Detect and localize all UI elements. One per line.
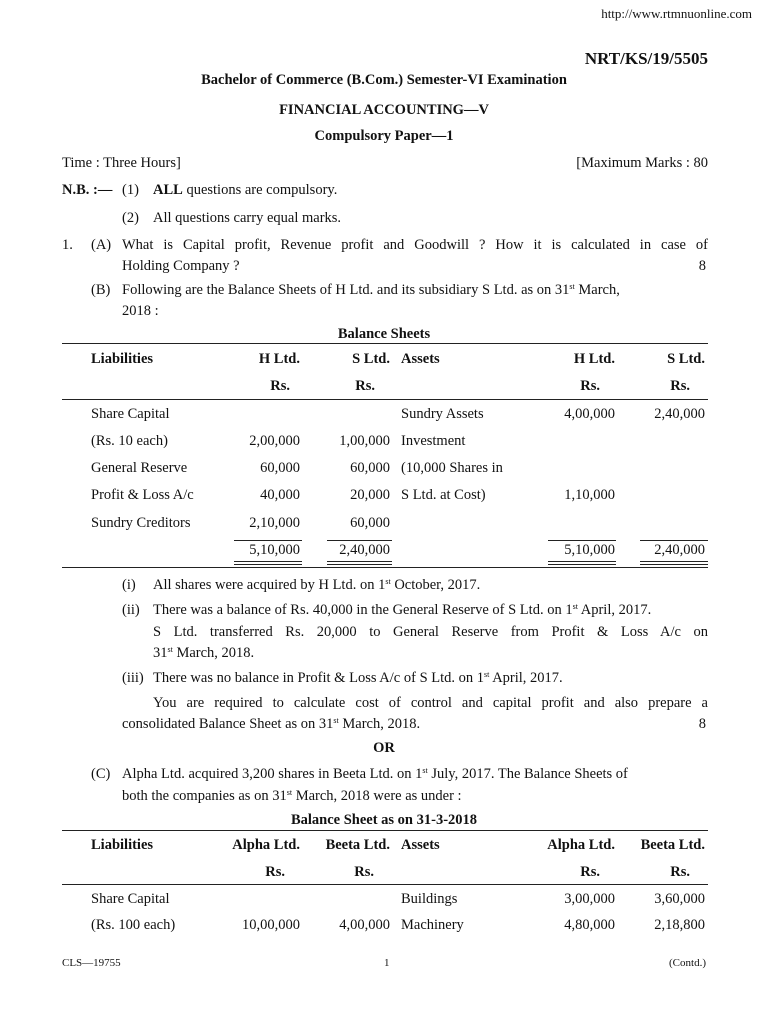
table-cell: 10,00,000 — [242, 917, 300, 933]
footer-code: CLS—19755 — [62, 957, 121, 969]
exam-title: Bachelor of Commerce (B.Com.) Semester-VI Examination — [201, 72, 567, 88]
note-2-line-2: S Ltd. transferred Rs. 20,000 to General Reserve from Profit & Loss A/c on — [153, 624, 708, 640]
total-double-underline — [327, 561, 392, 565]
bs1-unit: Rs. — [270, 378, 290, 394]
total-double-underline — [548, 561, 616, 565]
table-cell: S Ltd. at Cost) — [401, 487, 486, 503]
question-number: 1. — [62, 237, 73, 253]
total-underline — [234, 540, 302, 541]
table-cell: General Reserve — [91, 460, 188, 476]
table-cell: Profit & Loss A/c — [91, 487, 194, 503]
nb-item-1 — [153, 182, 337, 199]
table-cell: 60,000 — [260, 460, 300, 476]
bs2-unit: Rs. — [354, 864, 374, 880]
q1a-line-1: What is Capital profit, Revenue profit and Goodwill ? How it is calculated in case of — [122, 237, 708, 253]
q1a-label: (A) — [91, 237, 112, 253]
q1b-label: (B) — [91, 282, 111, 298]
q1c-line-2: both the companies as on 31st March, 2018 were as under : — [122, 788, 462, 804]
total-double-underline — [640, 561, 708, 565]
table-cell: 4,80,000 — [564, 917, 615, 933]
bs1-header-h-ltd-assets: H Ltd. — [573, 351, 615, 367]
note-3-label: (iii) — [122, 670, 144, 686]
bs1-header-rule — [62, 399, 708, 400]
table-cell: 60,000 — [350, 460, 390, 476]
total-underline — [548, 540, 616, 541]
nb-item-1-number: (1) — [122, 182, 139, 198]
q1a-marks: 8 — [698, 258, 706, 274]
paper-title: Compulsory Paper—1 — [314, 128, 454, 144]
q1c-label: (C) — [91, 766, 111, 782]
bs1-header-assets: Assets — [401, 351, 440, 367]
note-2-label: (ii) — [122, 602, 140, 618]
table-cell: Share Capital — [91, 891, 170, 907]
table-cell: 1,00,000 — [339, 433, 390, 449]
note-2: There was a balance of Rs. 40,000 in the General Reserve of S Ltd. on 1st April, 2017. — [153, 602, 652, 618]
bs2-unit: Rs. — [265, 864, 285, 880]
q1b-line-2: 2018 : — [122, 303, 159, 319]
table-cell: 4,00,000 — [564, 406, 615, 422]
note-1: All shares were acquired by H Ltd. on 1st October, 2017. — [153, 577, 481, 593]
bs2-title: Balance Sheet as on 31-3-2018 — [290, 812, 478, 828]
nb-item-1-text: questions are compulsory. — [182, 182, 338, 198]
bs1-total: 2,40,000 — [654, 542, 705, 558]
bs1-unit: Rs. — [355, 378, 375, 394]
or-separator: OR — [373, 740, 395, 756]
table-cell: 3,00,000 — [564, 891, 615, 907]
page-number: 1 — [384, 957, 390, 969]
table-cell: (10,000 Shares in — [401, 460, 503, 476]
bs2-unit: Rs. — [670, 864, 690, 880]
table-cell: Sundry Assets — [401, 406, 484, 422]
table-cell: 2,40,000 — [654, 406, 705, 422]
bs1-header-h-ltd: H Ltd. — [258, 351, 300, 367]
source-url: http://www.rtmnuonline.com — [601, 6, 752, 21]
nb-item-2: All questions carry equal marks. — [153, 210, 342, 226]
bs2-header-liabilities: Liabilities — [91, 837, 154, 853]
paper-code: NRT/KS/19/5505 — [584, 49, 708, 68]
bs1-unit: Rs. — [580, 378, 600, 394]
bs1-total: 5,10,000 — [249, 542, 300, 558]
continued-label: (Contd.) — [669, 957, 706, 969]
table-cell: 2,18,800 — [654, 917, 705, 933]
requirement-marks: 8 — [698, 716, 706, 732]
bs1-header-s-ltd: S Ltd. — [352, 351, 390, 367]
table-cell: 20,000 — [350, 487, 390, 503]
bs1-total: 2,40,000 — [339, 542, 390, 558]
bs1-header-s-ltd-assets: S Ltd. — [667, 351, 705, 367]
bs2-top-rule — [62, 830, 708, 831]
table-cell: 60,000 — [350, 515, 390, 531]
time-label: Time : Three Hours] — [62, 155, 181, 171]
table-cell: 3,60,000 — [654, 891, 705, 907]
nb-item-1-emphasis: ALL — [153, 182, 183, 198]
table-cell: (Rs. 100 each) — [91, 917, 176, 933]
table-cell: Investment — [401, 433, 466, 449]
nb-label: N.B. :— — [62, 182, 113, 198]
note-3: There was no balance in Profit & Loss A/c of S Ltd. on 1st April, 2017. — [153, 670, 563, 686]
bs1-title: Balance Sheets — [337, 326, 431, 342]
total-underline — [640, 540, 708, 541]
requirement-line-1: You are required to calculate cost of control and capital profit and also prepare a — [153, 695, 708, 711]
total-double-underline — [234, 561, 302, 565]
table-cell: Machinery — [401, 917, 464, 933]
bs2-header-beeta-assets: Beeta Ltd. — [640, 837, 705, 853]
note-1-label: (i) — [122, 577, 136, 593]
table-cell: 2,00,000 — [249, 433, 300, 449]
bs1-unit: Rs. — [670, 378, 690, 394]
max-marks: [Maximum Marks : 80 — [576, 155, 708, 171]
bs2-header-assets: Assets — [401, 837, 440, 853]
bs1-top-rule — [62, 343, 708, 344]
bs2-unit: Rs. — [580, 864, 600, 880]
q1b-line-1 — [122, 282, 708, 299]
bs2-header-alpha: Alpha Ltd. — [232, 837, 300, 853]
bs1-bottom-rule — [62, 567, 708, 568]
q1a-line-2: Holding Company ? — [122, 258, 240, 274]
subject-title: FINANCIAL ACCOUNTING—V — [279, 102, 489, 118]
note-2-line-3: 31st March, 2018. — [153, 645, 255, 661]
requirement-line-2: consolidated Balance Sheet as on 31st March, 2018. — [122, 716, 421, 732]
nb-item-2-number: (2) — [122, 210, 139, 226]
table-cell: Share Capital — [91, 406, 170, 422]
bs2-header-alpha-assets: Alpha Ltd. — [547, 837, 615, 853]
bs2-header-beeta: Beeta Ltd. — [325, 837, 390, 853]
bs1-total: 5,10,000 — [564, 542, 615, 558]
table-cell: 4,00,000 — [339, 917, 390, 933]
bs1-header-liabilities: Liabilities — [91, 351, 154, 367]
bs2-header-rule — [62, 884, 708, 885]
table-cell: Sundry Creditors — [91, 515, 191, 531]
table-cell: 1,10,000 — [564, 487, 615, 503]
table-cell: (Rs. 10 each) — [91, 433, 168, 449]
table-cell: 2,10,000 — [249, 515, 300, 531]
total-underline — [327, 540, 392, 541]
table-cell: 40,000 — [260, 487, 300, 503]
table-cell: Buildings — [401, 891, 458, 907]
q1c-line-1: Alpha Ltd. acquired 3,200 shares in Beeta Ltd. on 1st July, 2017. The Balance Sheets of — [122, 766, 628, 782]
q1b-line-1-text: Following are the Balance Sheets of H Ltd. and its subsidiary S Ltd. as on 31st March, — [122, 282, 620, 298]
